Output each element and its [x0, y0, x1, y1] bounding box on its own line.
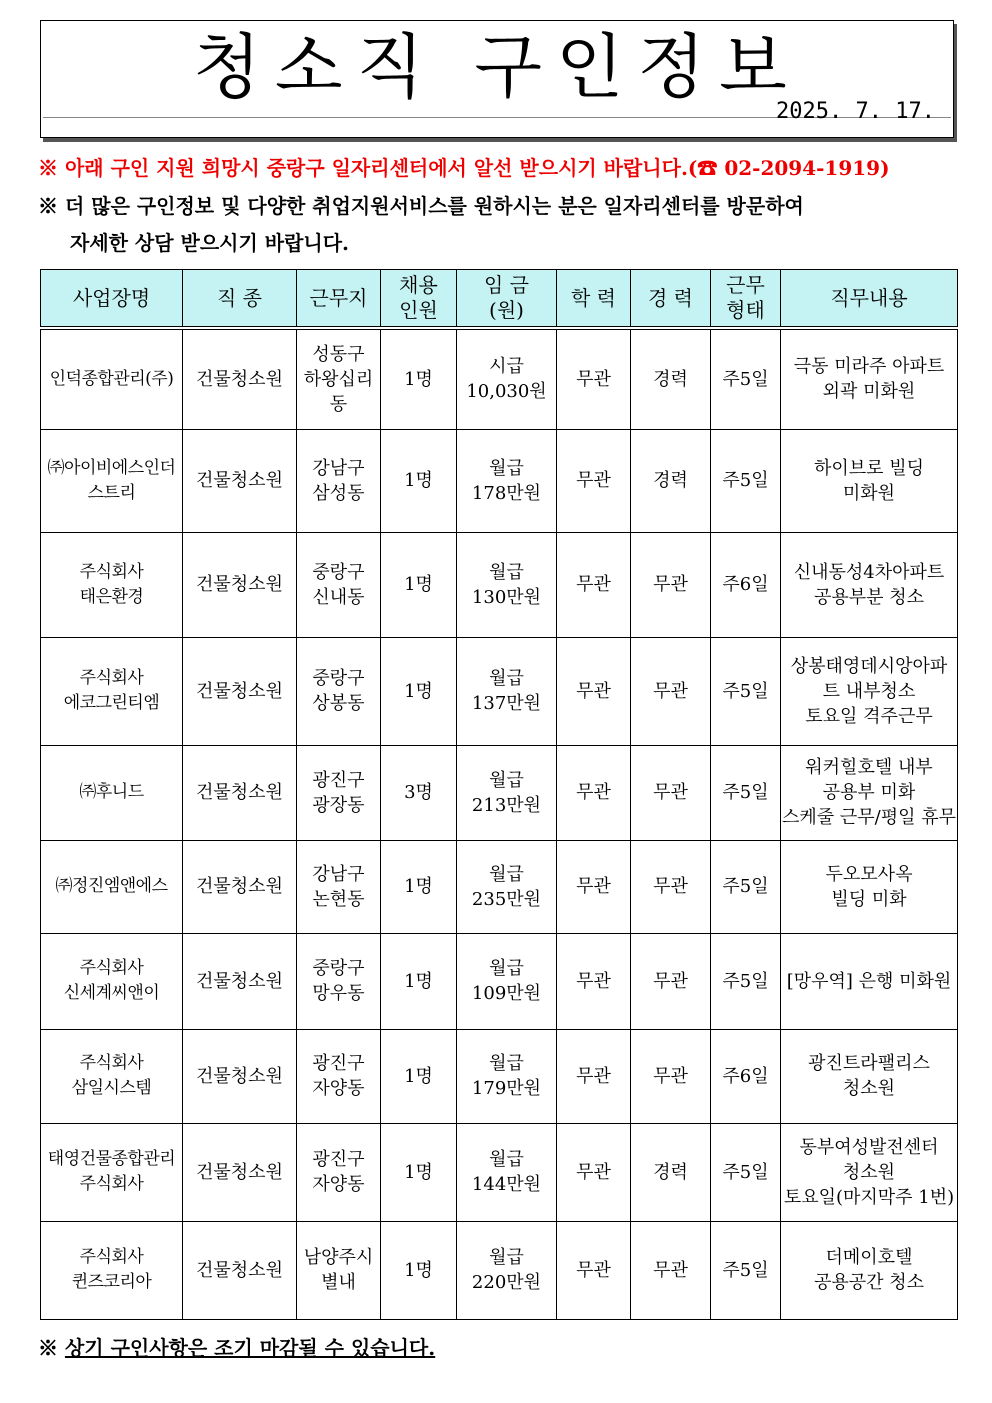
cell-duties: 신내동성4차아파트 공용부분 청소 — [781, 532, 958, 637]
table-row — [41, 1123, 958, 1221]
cell-hires: 1명 — [381, 637, 457, 745]
cell-hires: 1명 — [381, 429, 457, 532]
header-duties: 직무내용 — [781, 270, 958, 329]
cell-schedule: 주5일 — [711, 429, 781, 532]
cell-education: 무관 — [557, 1123, 631, 1221]
header-location: 근무지 — [297, 270, 381, 329]
cell-company: 태영건물종합관리 주식회사 — [41, 1123, 183, 1221]
cell-job: 건물청소원 — [183, 745, 297, 840]
cell-company: 주식회사 태은환경 — [41, 532, 183, 637]
cell-education: 무관 — [557, 532, 631, 637]
cell-location: 광진구 자양동 — [297, 1123, 381, 1221]
cell-wage: 월급 213만원 — [457, 745, 557, 840]
cell-education: 무관 — [557, 1221, 631, 1319]
table-row — [41, 637, 958, 745]
cell-job: 건물청소원 — [183, 637, 297, 745]
cell-schedule: 주5일 — [711, 328, 781, 429]
cell-job: 건물청소원 — [183, 840, 297, 933]
cell-duties: 하이브로 빌딩 미화원 — [781, 429, 958, 532]
cell-experience: 경력 — [631, 1123, 711, 1221]
cell-job: 건물청소원 — [183, 1221, 297, 1319]
title-box — [40, 20, 954, 138]
cell-education: 무관 — [557, 1029, 631, 1123]
table-row — [41, 933, 958, 1029]
cell-location: 성동구 하왕십리동 — [297, 328, 381, 429]
cell-schedule: 주6일 — [711, 532, 781, 637]
cell-wage: 월급 130만원 — [457, 532, 557, 637]
cell-wage: 월급 235만원 — [457, 840, 557, 933]
cell-hires: 3명 — [381, 745, 457, 840]
notice-visit-cont: 자세한 상담 받으시기 바랍니다. — [70, 231, 350, 255]
cell-location: 중랑구 상봉동 — [297, 637, 381, 745]
cell-duties: 두오모사옥 빌딩 미화 — [781, 840, 958, 933]
cell-experience: 무관 — [631, 745, 711, 840]
cell-experience: 무관 — [631, 637, 711, 745]
cell-company: ㈜후니드 — [41, 745, 183, 840]
cell-duties: [망우역] 은행 미화원 — [781, 933, 958, 1029]
footer-note: ※ 상기 구인사항은 조기 마감될 수 있습니다. — [38, 1336, 436, 1360]
cell-job: 건물청소원 — [183, 1029, 297, 1123]
cell-location: 강남구 삼성동 — [297, 429, 381, 532]
cell-hires: 1명 — [381, 840, 457, 933]
cell-education: 무관 — [557, 933, 631, 1029]
job-table — [40, 269, 958, 1320]
cell-job: 건물청소원 — [183, 1123, 297, 1221]
header-education: 학 력 — [557, 270, 631, 329]
cell-hires: 1명 — [381, 1123, 457, 1221]
cell-wage: 월급 109만원 — [457, 933, 557, 1029]
cell-education: 무관 — [557, 840, 631, 933]
cell-location: 광진구 광장동 — [297, 745, 381, 840]
cell-education: 무관 — [557, 328, 631, 429]
cell-hires: 1명 — [381, 933, 457, 1029]
cell-experience: 무관 — [631, 532, 711, 637]
header-schedule: 근무 형태 — [711, 270, 781, 329]
table-row — [41, 532, 958, 637]
header-wage: 임 금 (원) — [457, 270, 557, 329]
cell-company: 주식회사 에코그린티엠 — [41, 637, 183, 745]
cell-schedule: 주5일 — [711, 933, 781, 1029]
cell-schedule: 주6일 — [711, 1029, 781, 1123]
cell-company: 주식회사 퀸즈코리아 — [41, 1221, 183, 1319]
cell-wage: 월급 179만원 — [457, 1029, 557, 1123]
cell-schedule: 주5일 — [711, 745, 781, 840]
table-row — [41, 429, 958, 532]
cell-job: 건물청소원 — [183, 328, 297, 429]
date-label: 2025. 7. 17. — [776, 99, 935, 124]
cell-education: 무관 — [557, 745, 631, 840]
notice-visit: ※ 더 많은 구인정보 및 다양한 취업지원서비스를 원하시는 분은 일자리센터를 방문하여 — [38, 194, 804, 218]
cell-location: 중랑구 신내동 — [297, 532, 381, 637]
cell-experience: 경력 — [631, 429, 711, 532]
table-row — [41, 840, 958, 933]
cell-schedule: 주5일 — [711, 1221, 781, 1319]
header-company: 사업장명 — [41, 270, 183, 329]
cell-schedule: 주5일 — [711, 1123, 781, 1221]
table-row — [41, 1029, 958, 1123]
cell-education: 무관 — [557, 637, 631, 745]
cell-experience: 무관 — [631, 1029, 711, 1123]
cell-job: 건물청소원 — [183, 429, 297, 532]
cell-duties: 워커힐호텔 내부 공용부 미화 스케줄 근무/평일 휴무 — [781, 745, 958, 840]
header-experience: 경 력 — [631, 270, 711, 329]
cell-duties: 극동 미라주 아파트 외곽 미화원 — [781, 328, 958, 429]
cell-experience: 무관 — [631, 1221, 711, 1319]
cell-wage: 시급 10,030원 — [457, 328, 557, 429]
cell-hires: 1명 — [381, 1221, 457, 1319]
table-header-row — [41, 270, 958, 329]
cell-location: 중랑구 망우동 — [297, 933, 381, 1029]
cell-schedule: 주5일 — [711, 637, 781, 745]
cell-company: 주식회사 신세계씨앤이 — [41, 933, 183, 1029]
cell-company: 인덕종합관리(주) — [41, 328, 183, 429]
page-title: 청소직 구인정보 — [193, 26, 801, 108]
cell-duties: 상봉태영데시앙아파 트 내부청소 토요일 격주근무 — [781, 637, 958, 745]
cell-location: 강남구 논현동 — [297, 840, 381, 933]
cell-job: 건물청소원 — [183, 532, 297, 637]
cell-job: 건물청소원 — [183, 933, 297, 1029]
notice-contact: ※ 아래 구인 지원 희망시 중랑구 일자리센터에서 알선 받으시기 바랍니다.(☎ 02-2094-1919) — [38, 156, 890, 180]
cell-location: 광진구 자양동 — [297, 1029, 381, 1123]
cell-duties: 동부여성발전센터 청소원 토요일(마지막주 1번) — [781, 1123, 958, 1221]
cell-duties: 더메이호텔 공용공간 청소 — [781, 1221, 958, 1319]
table-row — [41, 328, 958, 429]
table-row — [41, 745, 958, 840]
cell-schedule: 주5일 — [711, 840, 781, 933]
cell-location: 남양주시 별내 — [297, 1221, 381, 1319]
cell-wage: 월급 137만원 — [457, 637, 557, 745]
cell-wage: 월급 178만원 — [457, 429, 557, 532]
cell-company: 주식회사 삼일시스템 — [41, 1029, 183, 1123]
cell-hires: 1명 — [381, 532, 457, 637]
header-job: 직 종 — [183, 270, 297, 329]
cell-experience: 무관 — [631, 840, 711, 933]
cell-wage: 월급 220만원 — [457, 1221, 557, 1319]
cell-education: 무관 — [557, 429, 631, 532]
cell-company: ㈜정진엠앤에스 — [41, 840, 183, 933]
cell-experience: 무관 — [631, 933, 711, 1029]
cell-hires: 1명 — [381, 328, 457, 429]
cell-wage: 월급 144만원 — [457, 1123, 557, 1221]
cell-company: ㈜아이비에스인더 스트리 — [41, 429, 183, 532]
header-hires: 채용 인원 — [381, 270, 457, 329]
cell-duties: 광진트라팰리스 청소원 — [781, 1029, 958, 1123]
table-row — [41, 1221, 958, 1319]
cell-experience: 경력 — [631, 328, 711, 429]
cell-hires: 1명 — [381, 1029, 457, 1123]
